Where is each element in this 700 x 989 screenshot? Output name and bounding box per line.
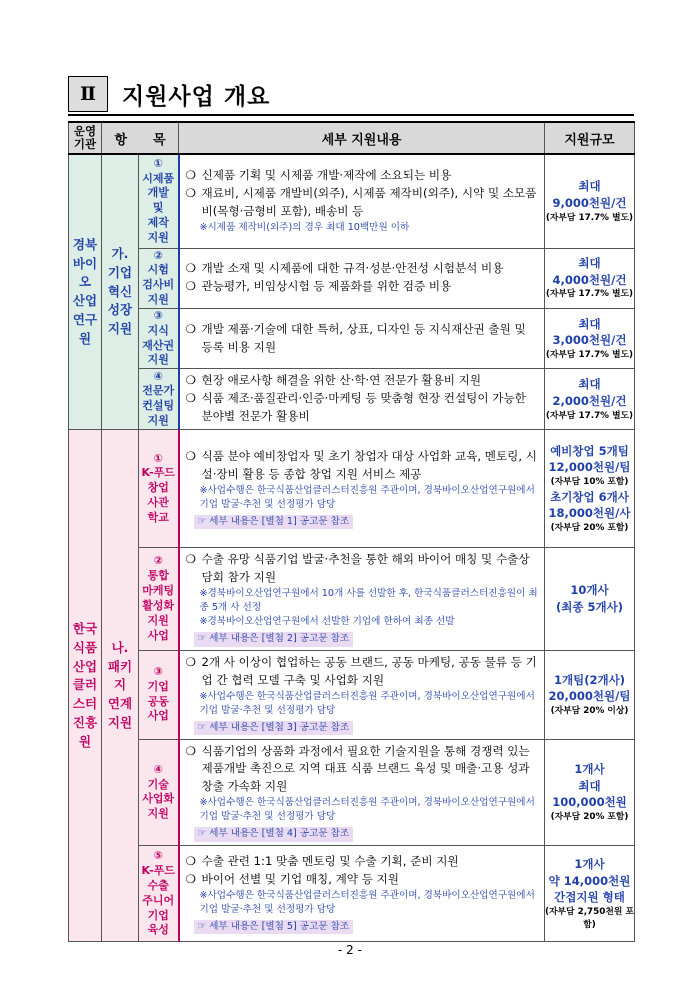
scale-note: (자부담 17.7% 별도) <box>545 349 634 360</box>
scale-note: (자부담 17.7% 별도) <box>545 410 634 421</box>
item-name: ② 시험 검사비 지원 <box>139 248 179 308</box>
bullet-icon: ❍ <box>185 654 196 669</box>
section-heading <box>68 76 270 112</box>
detail-note: ※경북바이오산업연구원에서 10개 사를 선발한 후, 한국식품클러스터진흥원이 최종 5개 사 선정 <box>199 588 538 613</box>
bullet-text: 재료비, 시제품 개발비(외주), 시제품 제작비(외주), 시약 및 소모품비(목형·금형비 포함), 배송비 등 <box>201 186 537 219</box>
scale-value: 간접지원 형태 <box>554 890 625 905</box>
attachment-reference: ☞ 세부 내용은 [별첨 4] 공고문 참조 <box>194 827 354 842</box>
detail-bullet <box>186 260 539 278</box>
header-org: 운영 기관 <box>69 122 102 154</box>
scale-note: (자부담 20% 포함) <box>550 811 629 822</box>
title-rule <box>68 114 634 116</box>
header-item: 항 목 <box>102 122 179 154</box>
bullet-text: 식품기업의 상품화 과정에서 필요한 기술지원을 통해 경쟁력 있는 제품개발 촉진으로 지역 대표 식품 브랜드 육성 및 매출·고용 성과 창출 가속화 지원 <box>201 743 530 794</box>
bullet-icon: ❍ <box>185 853 196 868</box>
item-name: ① 시제품 개발 및 제작 지원 <box>139 154 179 248</box>
scale-value: 9,000천원/건 <box>552 195 627 210</box>
scale-note: (자부담 17.7% 별도) <box>545 289 634 300</box>
detail-bullet <box>186 321 539 357</box>
page-number: - 2 - <box>338 943 362 957</box>
item-name: ④ 기술 사업화 지원 <box>139 739 179 846</box>
detail-bullet <box>186 743 539 797</box>
scale-cell <box>545 248 635 308</box>
scale-value: 12,000천원/팀 <box>548 460 631 475</box>
bullet-text: 관능평가, 비임상시험 등 제품화를 위한 검증 비용 <box>201 279 452 294</box>
scale-cell <box>545 308 635 368</box>
detail-bullet <box>186 448 539 484</box>
program-table <box>68 121 635 942</box>
scale-value: 최대 <box>578 256 601 271</box>
bullet-icon: ❍ <box>185 743 196 758</box>
table-header-row <box>69 122 635 154</box>
detail-bullet <box>186 372 539 390</box>
scale-note: (자부담 20% 포함) <box>550 523 629 533</box>
scale-note: (자부담 2,750천원 포함) <box>545 906 634 930</box>
scale-value: 1개팀(2개사) <box>554 672 625 687</box>
bullet-icon: ❍ <box>185 261 196 276</box>
bullet-text: 식품 제조·품질관리·인증·마케팅 등 맞춤형 현장 컨설팅이 가능한 분야별 전문가 활용비 <box>201 391 526 424</box>
detail-note: ※사업수행은 한국식품산업클러스터진흥원 주관이며, 경북바이오산업연구원에서 기업 발굴·추천 및 선정평가 담당 <box>199 690 535 716</box>
scale-value: 100,000천원 <box>552 795 627 810</box>
bullet-text: 2개 사 이상이 협업하는 공동 브랜드, 공동 마케팅, 공동 물류 등 기업 간 협력 모델 구축 및 사업화 지원 <box>201 654 537 687</box>
scale-cell <box>545 430 635 548</box>
detail-bullet <box>186 551 539 587</box>
scale-value: 20,000천원/팀 <box>548 689 631 704</box>
scale-value: (최종 5개사) <box>556 599 623 614</box>
scale-note: (자부담 17.7% 별도) <box>545 212 634 223</box>
detail-cell <box>179 430 545 548</box>
detail-bullet <box>186 278 539 296</box>
detail-cell <box>179 308 545 368</box>
attachment-reference: ☞ 세부 내용은 [별첨 3] 공고문 참조 <box>194 721 354 736</box>
attachment-reference: ☞ 세부 내용은 [별첨 5] 공고문 참조 <box>194 920 354 935</box>
table-row <box>69 154 635 248</box>
detail-cell <box>179 369 545 430</box>
item-name: ① K-푸드 창업 사관 학교 <box>139 430 179 548</box>
scale-cell <box>545 369 635 430</box>
detail-cell <box>179 248 545 308</box>
detail-bullet <box>186 167 539 185</box>
table-row <box>69 430 635 548</box>
item-name: ③ 기업 공동 사업 <box>139 650 179 739</box>
detail-cell <box>179 650 545 739</box>
scale-value: 2,000천원/건 <box>552 393 627 408</box>
table-row <box>69 369 635 430</box>
bullet-icon: ❍ <box>185 871 196 886</box>
header-detail: 세부 지원내용 <box>179 122 545 154</box>
scale-value: 1개사 <box>574 761 605 776</box>
bullet-icon: ❍ <box>185 279 196 294</box>
category-cell: 나. 패키지 연계 지원 <box>102 430 139 942</box>
table-row <box>69 846 635 942</box>
bullet-icon: ❍ <box>185 391 196 406</box>
scale-value: 최대 <box>578 377 601 392</box>
scale-value: 1개사 <box>574 856 605 871</box>
detail-note: ※경북바이오산업연구원에서 선발한 기업에 한하여 최종 선발 <box>199 615 455 627</box>
scale-value: 최대 <box>578 316 601 331</box>
scale-note: (자부담 20% 이상) <box>550 705 629 716</box>
bullet-text: 바이어 선별 및 기업 매칭, 계약 등 지원 <box>201 871 399 886</box>
org-cell: 경북 바이오 산업 연구원 <box>69 154 102 430</box>
bullet-icon: ❍ <box>185 448 196 463</box>
bullet-text: 개발 소재 및 시제품에 대한 규격·성분·안전성 시험분석 비용 <box>201 261 504 276</box>
detail-note: ※사업수행은 한국식품산업클러스터진흥원 주관이며, 경북바이오산업연구원에서 기업 발굴·추천 및 선정평가 담당 <box>199 484 535 510</box>
section-number: Ⅱ <box>68 76 108 112</box>
detail-note: ※사업수행은 한국식품산업클러스터진흥원 주관이며, 경북바이오산업연구원에서 기업 발굴·추천 및 선정평가 담당 <box>199 797 535 823</box>
bullet-icon: ❍ <box>185 168 196 183</box>
item-name: ⑤ K-푸드 수출 주니어 기업 육성 <box>139 846 179 942</box>
scale-cell <box>545 548 635 651</box>
bullet-icon: ❍ <box>185 186 196 201</box>
scale-cell <box>545 739 635 846</box>
table-row <box>69 739 635 846</box>
table-row <box>69 548 635 651</box>
scale-cell <box>545 650 635 739</box>
scale-value: 최대 <box>578 179 601 194</box>
scale-value: 3,000천원/건 <box>552 333 627 348</box>
header-scale: 지원규모 <box>545 122 635 154</box>
bullet-icon: ❍ <box>185 373 196 388</box>
item-name: ③ 지식 재산권 지원 <box>139 308 179 368</box>
bullet-text: 수출 유망 식품기업 발굴·추천을 통한 해외 바이어 매칭 및 수출상담회 참가 지원 <box>201 552 530 585</box>
bullet-text: 신제품 기획 및 시제품 개발·제작에 소요되는 비용 <box>201 168 452 183</box>
detail-bullet <box>186 185 539 221</box>
bullet-icon: ❍ <box>185 321 196 336</box>
scale-value: 약 14,000천원 <box>548 873 631 888</box>
table-row <box>69 248 635 308</box>
detail-bullet <box>186 654 539 690</box>
scale-cell <box>545 846 635 942</box>
detail-cell <box>179 154 545 248</box>
scale-value: 4,000천원/건 <box>552 272 627 287</box>
bullet-text: 개발 제품·기술에 대한 특허, 상표, 디자인 등 지식재산권 출원 및 등록 비용 지원 <box>201 321 526 354</box>
scale-cell <box>545 154 635 248</box>
section-title: 지원사업 개요 <box>122 83 271 110</box>
bullet-text: 현장 애로사항 해결을 위한 산·학·연 전문가 활용비 지원 <box>201 373 482 388</box>
detail-cell <box>179 548 545 651</box>
detail-cell <box>179 739 545 846</box>
scale-note: (자부담 10% 포함) <box>550 476 629 487</box>
scale-value: 초기창업 6개사 <box>550 489 629 504</box>
attachment-reference: ☞ 세부 내용은 [별첨 2] 공고문 참조 <box>194 632 354 647</box>
detail-bullet <box>186 853 539 871</box>
detail-bullet <box>186 390 539 426</box>
scale-value: 18,000천원/사 <box>548 506 631 521</box>
org-cell: 한국 식품 산업 클러 스터 진흥원 <box>69 430 102 942</box>
category-cell: 가. 기업 혁신 성장 지원 <box>102 154 139 430</box>
detail-bullet <box>186 871 539 889</box>
bullet-text: 수출 관련 1:1 맞춤 멘토링 및 수출 기획, 준비 지원 <box>201 853 459 868</box>
detail-note: ※사업수행은 한국식품산업클러스터진흥원 주관이며, 경북바이오산업연구원에서 기업 발굴·추천 및 선정평가 담당 <box>199 889 535 915</box>
attachment-reference: ☞ 세부 내용은 [별첨 1] 공고문 참조 <box>194 515 354 530</box>
item-name: ② 통합 마케팅 활성화 지원 사업 <box>139 548 179 651</box>
table-row <box>69 650 635 739</box>
table-row <box>69 308 635 368</box>
bullet-text: 식품 분야 예비창업자 및 초기 창업자 대상 사업화 교육, 멘토링, 시설·장비 활용 등 종합 창업 지원 서비스 제공 <box>201 448 537 481</box>
scale-value: 최대 <box>578 778 601 793</box>
detail-cell <box>179 846 545 942</box>
item-name: ④ 전문가 컨설팅 지원 <box>139 369 179 430</box>
bullet-icon: ❍ <box>185 552 196 567</box>
scale-value: 예비창업 5개팀 <box>550 443 629 458</box>
detail-note: ※시제품 제작비(외주)의 경우 최대 10백만원 이하 <box>199 222 410 234</box>
scale-value: 10개사 <box>570 583 609 598</box>
